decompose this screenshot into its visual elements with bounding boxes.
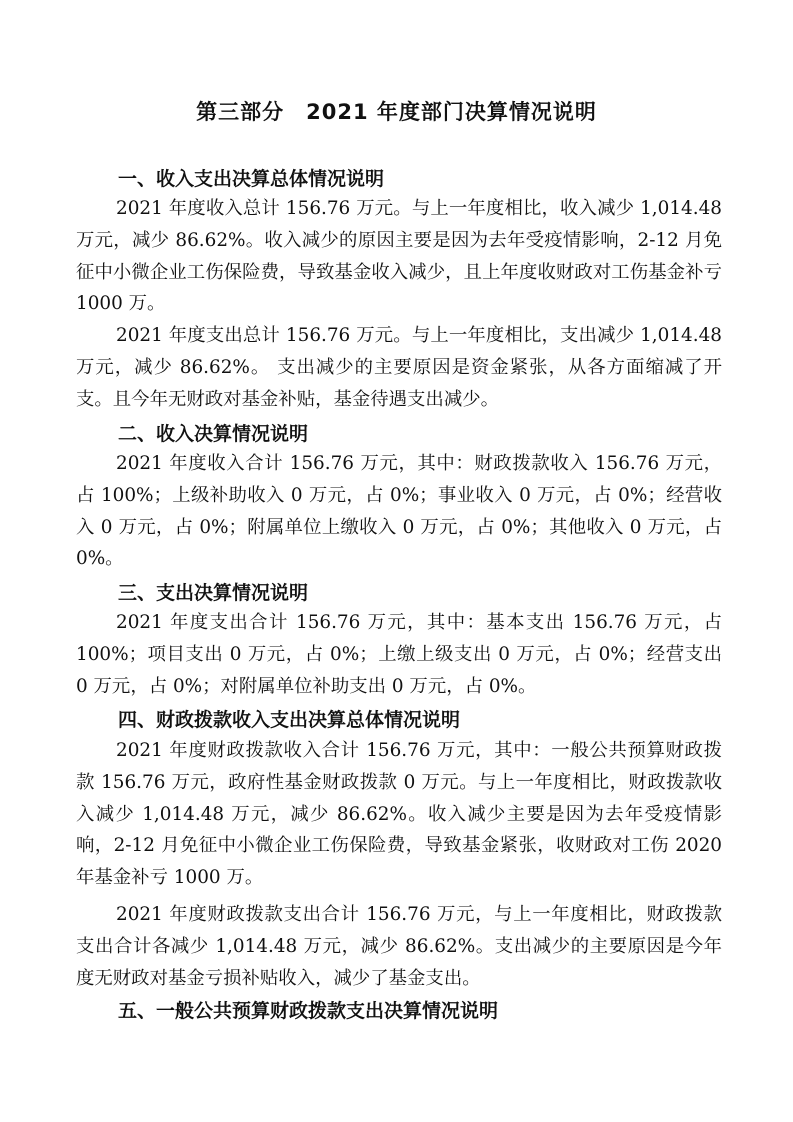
- section-3-paragraph-1: 2021 年度支出合计 156.76 万元，其中：基本支出 156.76 万元，占 100%；项目支出 0 万元，占 0%；上缴上级支出 0 万元，占 0%；经营支出 0 万元，占 0%；对附属单位补助支出 0 万元，占 0%。: [76, 612, 722, 697]
- section-2-paragraph-1: 2021 年度收入合计 156.76 万元，其中：财政拨款收入 156.76 万元，占 100%；上级补助收入 0 万元，占 0%；事业收入 0 万元，占 0%；经营收入 0 万元，占 0%；附属单位上缴收入 0 万元，占 0%；其他收入 0 万元，占 0%。: [76, 453, 722, 570]
- section-heading-2: 二、收入决算情况说明: [118, 423, 309, 445]
- section-4-paragraph-2: 2021 年度财政拨款支出合计 156.76 万元，与上一年度相比，财政拨款支出合计各减少 1,014.48 万元，减少 86.62%。支出减少的主要原因是今年度无财政对基金亏损补贴收入，减少了基金支出。: [76, 904, 722, 989]
- section-heading-4: 四、财政拨款收入支出决算总体情况说明: [118, 709, 461, 731]
- page-title: 第三部分 2021 年度部门决算情况说明: [196, 100, 597, 124]
- section-heading-5: 五、一般公共预算财政拨款支出决算情况说明: [118, 1000, 499, 1022]
- section-heading-1: 一、收入支出决算总体情况说明: [118, 168, 385, 190]
- section-heading-3: 三、支出决算情况说明: [118, 582, 309, 604]
- section-4-paragraph-1: 2021 年度财政拨款收入合计 156.76 万元，其中：一般公共预算财政拨款 156.76 万元，政府性基金财政拨款 0 万元。与上一年度相比，财政拨款收入减少 1,014.48 万元，减少 86.62%。收入减少主要是因为去年受疫情影响，2-12 月免征中小微企业工伤保险费，导致基金紧张，收财政对工伤 2020 年基金补亏 1000 万。: [76, 740, 722, 889]
- section-1-paragraph-1: 2021 年度收入总计 156.76 万元。与上一年度相比，收入减少 1,014.48 万元，减少 86.62%。收入减少的原因主要是因为去年受疫情影响，2-12 月免征中小微企业工伤保险费，导致基金收入减少，且上年度收财政对工伤基金补亏 1000 万。: [76, 198, 722, 315]
- section-1-paragraph-2: 2021 年度支出总计 156.76 万元。与上一年度相比，支出减少 1,014.48 万元，减少 86.62%。 支出减少的主要原因是资金紧张，从各方面缩减了开支。且今年无财政对基金补贴，基金待遇支出减少。: [76, 325, 722, 410]
